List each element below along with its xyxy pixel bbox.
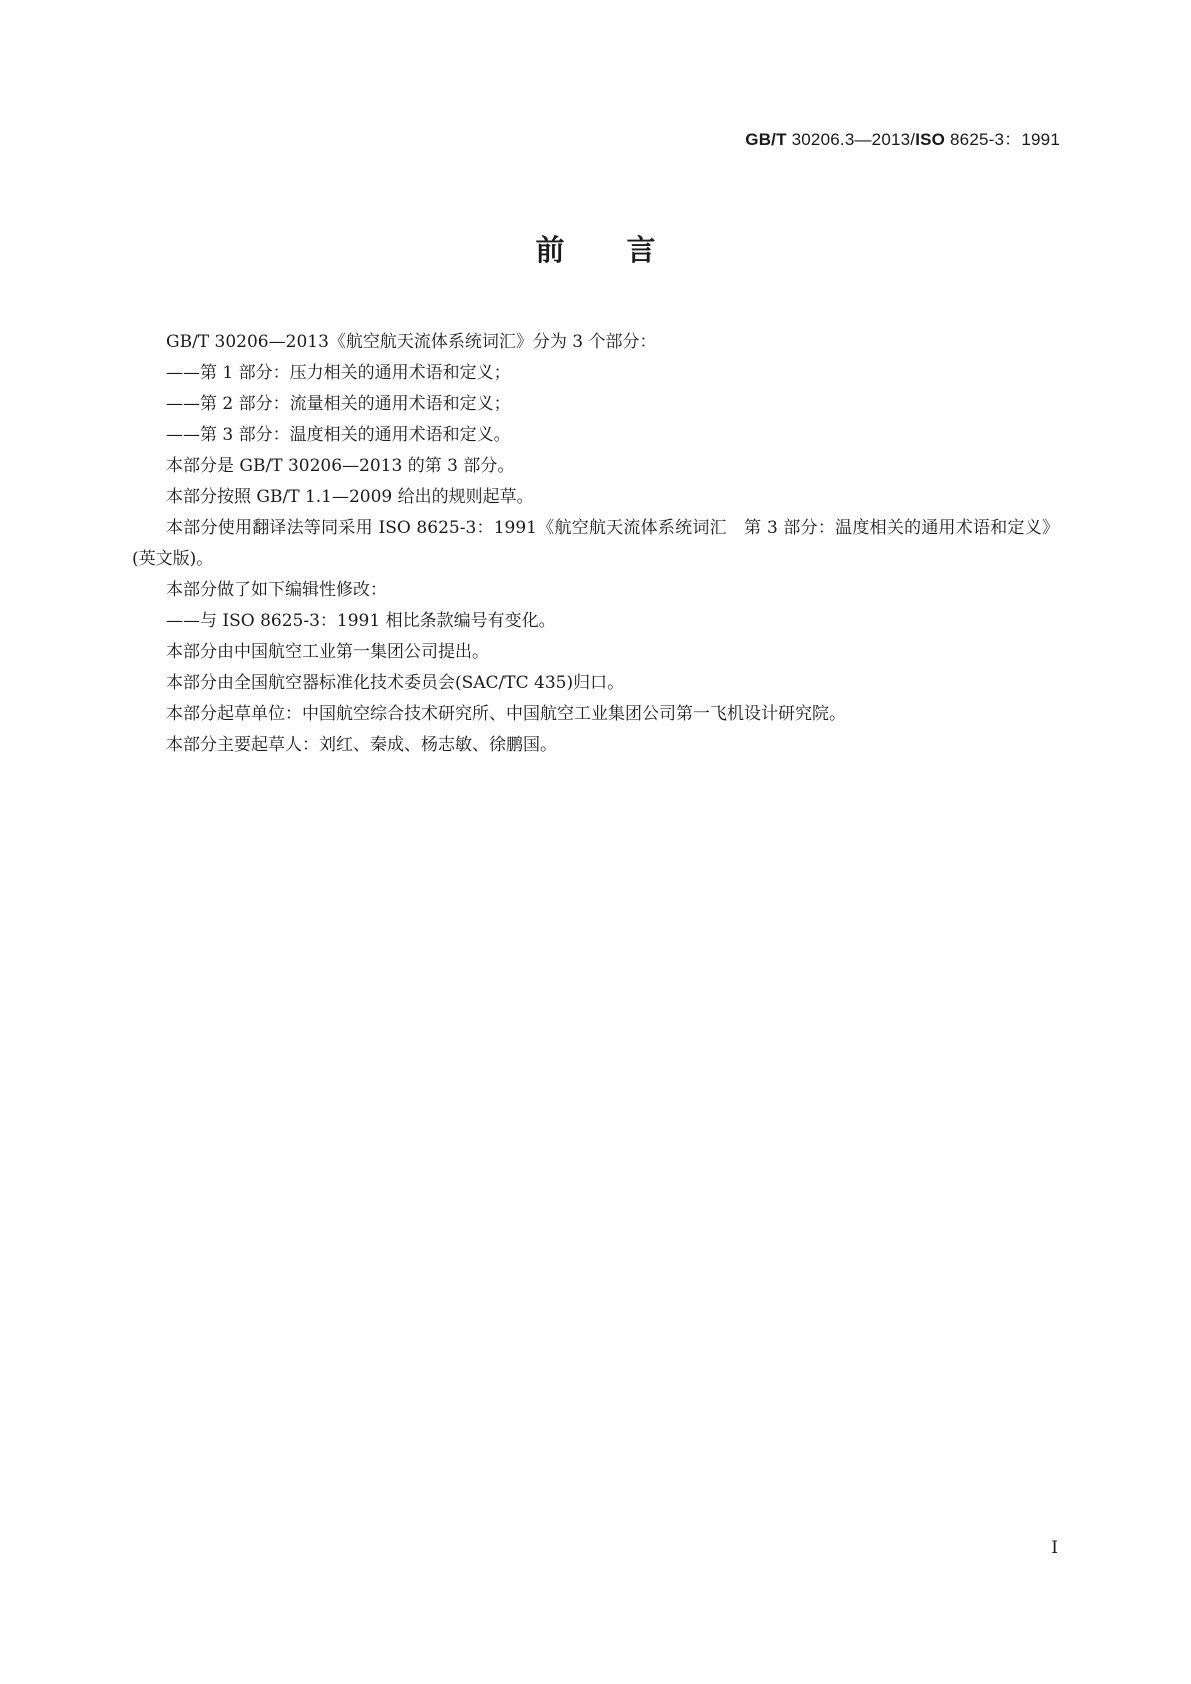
paragraph-adoption: 本部分使用翻译法等同采用 ISO 8625-3：1991《航空航天流体系统词汇 第 3 部分：温度相关的通用术语和定义》(英文版)。 xyxy=(132,518,1059,569)
paragraph-edits-intro: 本部分做了如下编辑性修改： xyxy=(166,580,387,600)
paragraph-drafting-rules: 本部分按照 GB/T 1.1—2009 给出的规则起草。 xyxy=(166,487,534,507)
paragraph-committee: 本部分由全国航空器标准化技术委员会(SAC/TC 435)归口。 xyxy=(166,673,625,693)
paragraph-part-2: ——第 2 部分：流量相关的通用术语和定义； xyxy=(166,394,511,414)
page-number: Ⅰ xyxy=(1051,1538,1058,1558)
gb-number: 30206.3—2013/ xyxy=(786,130,916,149)
iso-prefix: ISO xyxy=(915,130,946,149)
foreword-body xyxy=(132,327,1059,761)
paragraph-part-1: ——第 1 部分：压力相关的通用术语和定义； xyxy=(166,363,511,383)
page-title: 前言 xyxy=(535,233,718,267)
standard-designation xyxy=(745,125,1060,150)
paragraph-edit-item: ——与 ISO 8625-3：1991 相比条款编号有变化。 xyxy=(166,611,556,631)
paragraph-part-3: ——第 3 部分：温度相关的通用术语和定义。 xyxy=(166,425,511,445)
paragraph-parts-intro: GB/T 30206—2013《航空航天流体系统词汇》分为 3 个部分： xyxy=(166,332,657,352)
paragraph-drafters: 本部分主要起草人：刘红、秦成、杨志敏、徐鹏国。 xyxy=(166,735,557,755)
gb-prefix: GB/T xyxy=(745,130,787,149)
iso-number: 8625-3：1991 xyxy=(945,130,1060,149)
paragraph-drafting-units: 本部分起草单位：中国航空综合技术研究所、中国航空工业集团公司第一飞机设计研究院。 xyxy=(166,704,846,724)
paragraph-this-part: 本部分是 GB/T 30206—2013 的第 3 部分。 xyxy=(166,456,515,476)
paragraph-proposer: 本部分由中国航空工业第一集团公司提出。 xyxy=(166,642,489,662)
